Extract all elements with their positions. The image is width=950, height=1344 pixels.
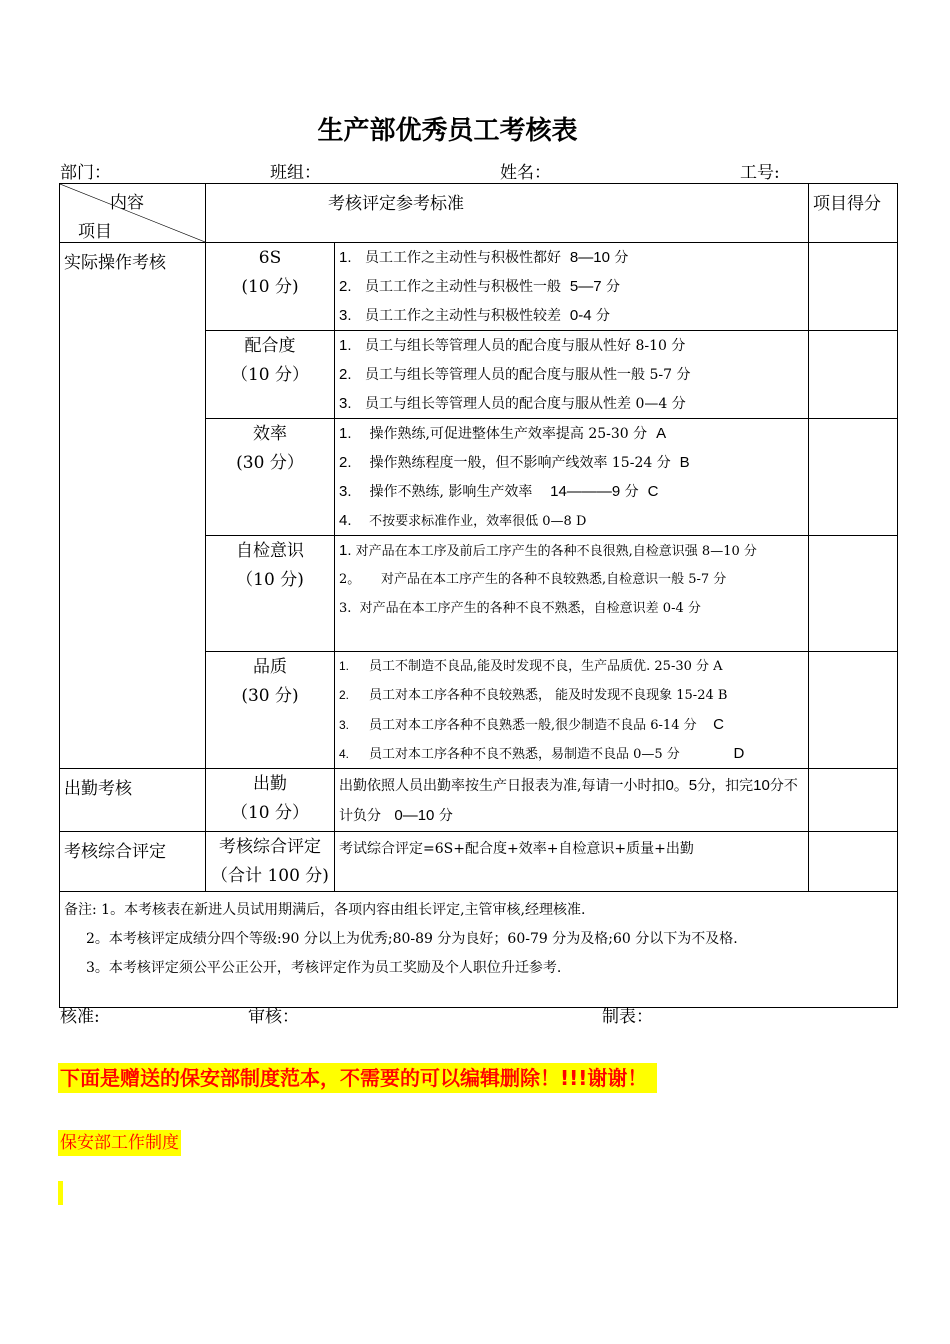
list-item: 2. 操作熟练程度一般，但不影响产线效率 15-24 分 B bbox=[339, 454, 690, 471]
efficiency-score-cell[interactable] bbox=[809, 419, 898, 536]
list-item: 1. 员工不制造不良品,能及时发现不良，生产品质优. 25-30 分 A bbox=[339, 659, 723, 674]
cooperation-label: 配合度 （10 分） bbox=[206, 331, 335, 419]
list-item: 1. 对产品在本工序及前后工序产生的各种不良很熟,自检意识强 8—10 分 bbox=[339, 542, 757, 559]
score-header: 项目得分 bbox=[809, 184, 898, 243]
efficiency-label: 效率 (30 分） bbox=[206, 419, 335, 536]
table-row bbox=[60, 832, 898, 892]
list-item: 4. 员工对本工序各种不良不熟悉，易制造不良品 0—5 分 D bbox=[339, 745, 745, 762]
cooperation-score-cell[interactable] bbox=[809, 331, 898, 419]
self-check-score-cell[interactable] bbox=[809, 536, 898, 652]
list-item: 2. 员工工作之主动性与积极性一般 5—7 分 bbox=[339, 278, 621, 295]
table-row bbox=[60, 243, 898, 331]
list-item: 1. 操作熟练,可促进整体生产效率提高 25-30 分 A bbox=[339, 425, 667, 442]
note-line: 2。本考核评定成绩分四个等级:90 分以上为优秀;80-89 分为良好；60-79 分为及格;60 分以下为不及格. bbox=[86, 931, 738, 947]
list-item: 1. 员工与组长等管理人员的配合度与服从性好 8-10 分 bbox=[339, 337, 686, 354]
quality-criteria bbox=[335, 652, 809, 769]
overall-label: 考核综合评定 （合计 100 分) bbox=[206, 832, 335, 892]
list-item: 3. 员工工作之主动性与积极性较差 0-4 分 bbox=[339, 307, 611, 324]
table-header-row bbox=[60, 184, 898, 243]
notes-cell bbox=[60, 892, 898, 1008]
notes-row bbox=[60, 892, 898, 1008]
review-label: 审核： bbox=[248, 1007, 299, 1027]
attendance-category: 出勤考核 bbox=[60, 769, 206, 832]
self-check-criteria bbox=[335, 536, 809, 652]
overall-formula: 考试综合评定=6S+配合度+效率+自检意识+质量+出勤 bbox=[335, 832, 809, 892]
page-title: 生产部优秀员工考核表 bbox=[317, 116, 578, 146]
standard-header: 考核评定参考标准 bbox=[206, 184, 809, 243]
note-line: 备注: 1。本考核表在新进人员试用期满后，各项内容由组长评定,主管审核,经理核准. bbox=[64, 902, 586, 918]
operation-category: 实际操作考核 bbox=[60, 243, 206, 769]
corner-cell bbox=[60, 184, 206, 243]
overall-score-cell[interactable] bbox=[809, 832, 898, 892]
prepare-label: 制表： bbox=[602, 1007, 653, 1027]
attendance-score-cell[interactable] bbox=[809, 769, 898, 832]
six-s-label: 6S (10 分) bbox=[206, 243, 335, 331]
evaluation-table bbox=[59, 183, 898, 1008]
list-item: 2。 对产品在本工序产生的各种不良较熟悉,自检意识一般 5-7 分 bbox=[339, 572, 727, 587]
employee-name-label: 姓名： bbox=[500, 163, 551, 183]
self-check-label: 自检意识 （10 分) bbox=[206, 536, 335, 652]
six-s-criteria bbox=[335, 243, 809, 331]
cooperation-criteria bbox=[335, 331, 809, 419]
list-item: 4. 不按要求标准作业，效率很低 0—8 D bbox=[339, 512, 587, 529]
overall-category: 考核综合评定 bbox=[60, 832, 206, 892]
list-item: 2. 员工对本工序各种不良较熟悉， 能及时发现不良现象 15-24 B bbox=[339, 688, 728, 703]
attendance-criteria: 出勤依照人员出勤率按生产日报表为准,每请一小时扣0。5分，扣完10分不计负分 0—10 分 bbox=[335, 769, 809, 832]
list-item: 3. 对产品在本工序产生的各种不良不熟悉，自检意识差 0-4 分 bbox=[339, 601, 701, 616]
list-item: 2. 员工与组长等管理人员的配合度与服从性一般 5-7 分 bbox=[339, 366, 691, 383]
department-label: 部门： bbox=[60, 163, 111, 183]
list-item: 3. 员工对本工序各种不良熟悉一般,很少制造不良品 6-14 分 C bbox=[339, 716, 724, 733]
efficiency-criteria bbox=[335, 419, 809, 536]
team-label: 班组： bbox=[270, 163, 321, 183]
employee-id-label: 工号: bbox=[740, 163, 780, 183]
form-header bbox=[60, 158, 896, 182]
six-s-score-cell[interactable] bbox=[809, 243, 898, 331]
corner-item-label: 项目 bbox=[78, 222, 112, 242]
list-item: 3. 员工与组长等管理人员的配合度与服从性差 0—4 分 bbox=[339, 395, 686, 412]
corner-content-label: 内容 bbox=[110, 193, 144, 213]
list-item: 1. 员工工作之主动性与积极性都好 8—10 分 bbox=[339, 249, 629, 266]
list-item: 3. 操作不熟练, 影响生产效率 14———9 分 C bbox=[339, 483, 659, 500]
text-cursor-highlight bbox=[58, 1181, 63, 1205]
bonus-notice: 下面是赠送的保安部制度范本，不需要的可以编辑删除！!!!谢谢！ bbox=[58, 1063, 657, 1093]
table-row bbox=[60, 769, 898, 832]
section-title: 保安部工作制度 bbox=[58, 1130, 181, 1156]
attendance-label: 出勤 （10 分） bbox=[206, 769, 335, 832]
quality-score-cell[interactable] bbox=[809, 652, 898, 769]
approve-label: 核准: bbox=[60, 1007, 100, 1027]
note-line: 3。本考核评定须公平公正公开，考核评定作为员工奖励及个人职位升迁参考. bbox=[86, 960, 562, 976]
quality-label: 品质 (30 分) bbox=[206, 652, 335, 769]
